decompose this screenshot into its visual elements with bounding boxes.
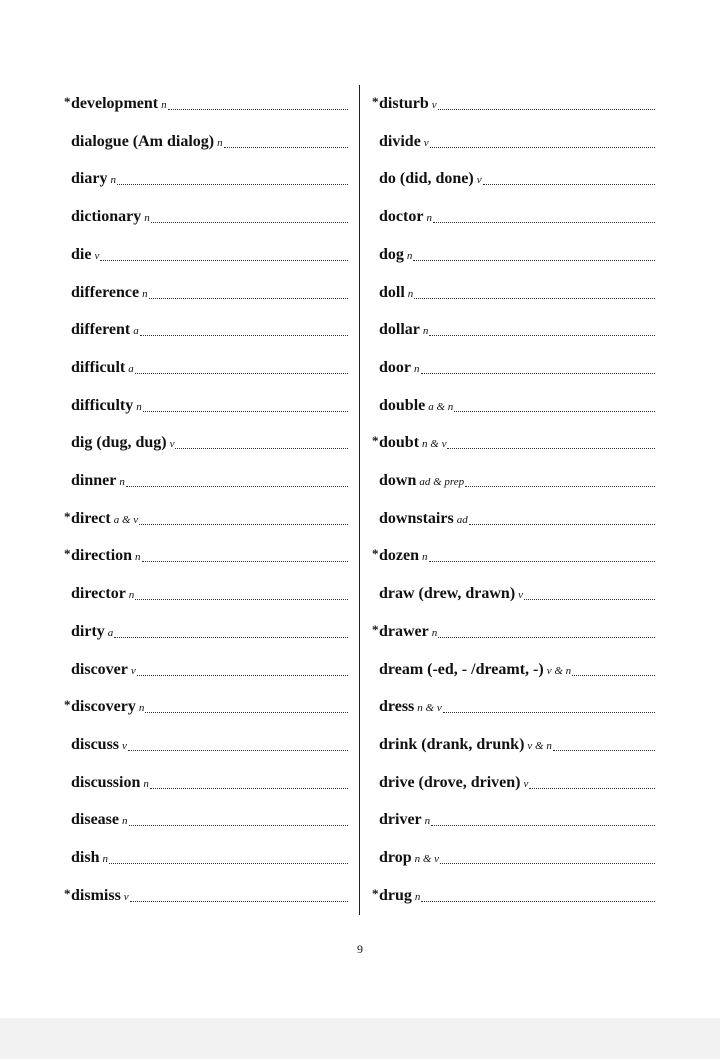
vocabulary-entry <box>64 128 348 150</box>
answer-dotted-line <box>413 259 655 261</box>
headword: drug <box>379 886 412 904</box>
priority-star-marker <box>372 221 379 225</box>
answer-dotted-line <box>126 485 348 487</box>
headword: dinner <box>71 472 117 489</box>
answer-dotted-line <box>429 560 656 562</box>
vocabulary-entry <box>372 316 655 338</box>
priority-star-marker: * <box>64 885 71 901</box>
priority-star-marker <box>64 485 71 489</box>
headword: double <box>379 396 426 414</box>
answer-dotted-line <box>529 787 655 789</box>
vocabulary-entry <box>64 580 348 602</box>
vocabulary-entry <box>372 731 655 753</box>
priority-star-marker <box>64 598 71 602</box>
priority-star-marker <box>372 787 379 791</box>
priority-star-marker: * <box>372 94 379 109</box>
headword: dozen <box>379 547 419 565</box>
answer-dotted-line <box>145 711 348 713</box>
part-of-speech: v <box>123 890 129 903</box>
answer-dotted-line <box>143 410 348 412</box>
part-of-speech: ad & prep <box>419 476 465 488</box>
part-of-speech: v <box>130 664 136 677</box>
priority-star-marker <box>372 146 379 150</box>
answer-dotted-line <box>469 523 655 525</box>
answer-dotted-line <box>129 824 349 826</box>
part-of-speech: v <box>476 174 482 187</box>
part-of-speech: a <box>128 362 134 375</box>
priority-star-marker <box>64 824 71 828</box>
vocabulary-entry <box>372 429 655 451</box>
vocabulary-entry <box>64 806 348 828</box>
answer-dotted-line <box>117 183 348 185</box>
part-of-speech: n <box>422 551 428 564</box>
part-of-speech: n <box>161 99 167 111</box>
headword: dress <box>379 698 415 716</box>
headword: diary <box>71 170 108 188</box>
part-of-speech: v & n <box>546 664 572 677</box>
headword: dish <box>71 849 100 866</box>
priority-star-marker <box>372 749 379 753</box>
headword: difficult <box>71 358 126 376</box>
vocabulary-entry <box>372 128 655 150</box>
part-of-speech: n <box>426 212 432 225</box>
part-of-speech: v <box>423 136 429 149</box>
answer-dotted-line <box>431 824 655 826</box>
priority-star-marker: * <box>64 546 71 562</box>
answer-dotted-line <box>135 598 348 600</box>
headword: discovery <box>71 698 136 716</box>
priority-star-marker <box>372 862 379 866</box>
part-of-speech: v <box>94 249 100 262</box>
headword: dream (-ed, - /dreamt, -) <box>379 660 544 678</box>
vocabulary-entry <box>372 392 655 414</box>
headword: drive (drove, driven) <box>379 773 521 791</box>
answer-dotted-line <box>150 787 348 789</box>
vocabulary-entry <box>64 618 348 640</box>
part-of-speech: n <box>424 815 431 828</box>
vocabulary-entry <box>372 882 655 904</box>
headword: driver <box>379 811 422 829</box>
headword: drawer <box>379 622 429 640</box>
priority-star-marker <box>64 334 71 338</box>
vocabulary-entry <box>372 656 655 678</box>
headword: dialogue (Am dialog) <box>71 132 215 150</box>
part-of-speech: n <box>128 589 135 602</box>
priority-star-marker <box>64 787 71 791</box>
priority-star-marker: * <box>372 433 379 449</box>
answer-dotted-line <box>454 410 655 412</box>
priority-star-marker <box>372 297 379 301</box>
vocabulary-entry <box>372 165 655 187</box>
vocabulary-entry <box>64 392 348 414</box>
priority-star-marker <box>64 183 71 187</box>
answer-dotted-line <box>128 749 348 751</box>
priority-star-marker <box>64 372 71 376</box>
headword: do (did, done) <box>379 170 474 188</box>
headword: direct <box>71 509 111 527</box>
priority-star-marker <box>64 410 71 414</box>
answer-dotted-line <box>142 560 348 562</box>
part-of-speech: v <box>523 777 529 790</box>
headword: doll <box>379 283 405 301</box>
answer-dotted-line <box>429 334 655 336</box>
priority-star-marker <box>64 221 71 225</box>
vocabulary-entry <box>64 165 348 187</box>
part-of-speech: n <box>431 626 438 639</box>
headword: downstairs <box>379 509 454 527</box>
headword: development <box>71 95 159 112</box>
part-of-speech: n <box>135 551 141 564</box>
priority-star-marker <box>372 711 379 715</box>
part-of-speech: n <box>102 853 108 865</box>
priority-star-marker <box>372 259 379 263</box>
vocabulary-entry <box>372 542 655 564</box>
vocabulary-entry <box>64 241 348 263</box>
headword: drop <box>379 849 412 866</box>
vocabulary-entry <box>64 656 348 678</box>
vocabulary-entry <box>64 693 348 715</box>
part-of-speech: v <box>518 589 524 602</box>
headword: discuss <box>71 735 120 753</box>
part-of-speech: a <box>133 325 139 338</box>
part-of-speech: n <box>407 287 414 300</box>
answer-dotted-line <box>430 146 655 148</box>
priority-star-marker <box>372 523 379 527</box>
part-of-speech: v <box>169 438 175 451</box>
vocabulary-entry <box>64 505 348 527</box>
vocabulary-entry <box>372 806 655 828</box>
vocabulary-entry <box>64 882 348 904</box>
answer-dotted-line <box>137 674 348 676</box>
part-of-speech: n <box>217 136 223 149</box>
priority-star-marker <box>64 749 71 753</box>
priority-star-marker <box>64 862 71 866</box>
vocabulary-entry <box>372 844 655 866</box>
priority-star-marker <box>372 485 379 489</box>
headword: dirty <box>71 622 105 640</box>
part-of-speech: n <box>119 476 125 488</box>
priority-star-marker <box>372 372 379 376</box>
vocabulary-entry <box>372 769 655 791</box>
vocabulary-entry <box>372 90 655 112</box>
vocabulary-entry <box>64 203 348 225</box>
headword: draw (drew, drawn) <box>379 585 516 603</box>
answer-dotted-line <box>421 372 656 374</box>
headword: dismiss <box>71 886 121 904</box>
headword: dog <box>379 245 404 263</box>
vocabulary-entry <box>372 467 655 489</box>
part-of-speech: v <box>431 99 437 111</box>
answer-dotted-line <box>438 636 655 638</box>
part-of-speech: n <box>136 400 142 413</box>
answer-dotted-line <box>483 183 655 185</box>
priority-star-marker <box>64 146 71 150</box>
priority-star-marker <box>64 259 71 263</box>
headword: discussion <box>71 773 141 791</box>
part-of-speech: n & v <box>417 702 442 715</box>
answer-dotted-line <box>443 711 655 713</box>
answer-dotted-line <box>175 447 348 449</box>
vocabulary-entry <box>64 354 348 376</box>
vocabulary-entry <box>372 203 655 225</box>
vocabulary-entry <box>372 279 655 301</box>
priority-star-marker <box>64 297 71 301</box>
headword: dollar <box>379 321 420 339</box>
part-of-speech: a & v <box>113 513 139 526</box>
answer-dotted-line <box>151 221 348 223</box>
part-of-speech: n <box>122 815 128 828</box>
priority-star-marker <box>372 334 379 338</box>
vocabulary-entry <box>64 844 348 866</box>
priority-star-marker <box>372 674 379 678</box>
answer-dotted-line <box>465 485 655 487</box>
vocabulary-entry <box>64 279 348 301</box>
answer-dotted-line <box>139 523 348 525</box>
vocabulary-entry <box>372 505 655 527</box>
priority-star-marker: * <box>372 546 379 562</box>
answer-dotted-line <box>135 372 348 374</box>
headword: die <box>71 245 92 263</box>
answer-dotted-line <box>224 146 348 148</box>
answer-dotted-line <box>572 674 655 676</box>
answer-dotted-line <box>421 900 655 902</box>
part-of-speech: n <box>414 890 421 903</box>
headword: doctor <box>379 208 424 226</box>
vocabulary-entry <box>64 542 348 564</box>
vocabulary-entry <box>64 90 348 112</box>
part-of-speech: n <box>422 325 429 338</box>
answer-dotted-line <box>140 334 348 336</box>
vocabulary-entry <box>372 693 655 715</box>
headword: down <box>379 472 417 489</box>
part-of-speech: n <box>414 362 420 375</box>
answer-dotted-line <box>168 108 348 110</box>
priority-star-marker <box>372 410 379 414</box>
priority-star-marker: * <box>372 621 379 637</box>
priority-star-marker: * <box>64 94 71 109</box>
part-of-speech: n <box>110 174 116 187</box>
vocabulary-entry <box>64 769 348 791</box>
headword: disease <box>71 811 119 829</box>
headword: difference <box>71 283 140 301</box>
answer-dotted-line <box>447 447 655 449</box>
column-divider <box>359 85 360 915</box>
answer-dotted-line <box>130 900 348 902</box>
priority-star-marker: * <box>372 885 379 901</box>
headword: doubt <box>379 434 420 452</box>
part-of-speech: n <box>143 777 149 790</box>
answer-dotted-line <box>149 297 348 299</box>
part-of-speech: a & n <box>428 400 454 413</box>
headword: disturb <box>379 95 429 112</box>
part-of-speech: v <box>122 739 127 752</box>
part-of-speech: n <box>144 212 150 225</box>
headword: dig (dug, dug) <box>71 434 167 452</box>
vocabulary-entry <box>372 618 655 640</box>
priority-star-marker <box>372 183 379 187</box>
answer-dotted-line <box>440 862 655 864</box>
vocabulary-entry <box>372 580 655 602</box>
part-of-speech: n <box>142 287 148 300</box>
part-of-speech: v & n <box>527 739 552 752</box>
answer-dotted-line <box>109 862 348 864</box>
vocabulary-entry <box>372 241 655 263</box>
answer-dotted-line <box>433 221 655 223</box>
part-of-speech: n & v <box>414 853 440 865</box>
priority-star-marker <box>372 824 379 828</box>
headword: door <box>379 358 411 376</box>
part-of-speech: n <box>138 702 145 715</box>
answer-dotted-line <box>100 259 348 261</box>
answer-dotted-line <box>114 636 348 638</box>
vocabulary-entry <box>64 731 348 753</box>
part-of-speech: a <box>107 626 114 639</box>
part-of-speech: n & v <box>422 438 447 451</box>
priority-star-marker: * <box>64 508 71 524</box>
headword: dictionary <box>71 208 142 226</box>
headword: different <box>71 321 131 339</box>
part-of-speech: ad <box>456 513 468 526</box>
headword: direction <box>71 547 133 565</box>
headword: drink (drank, drunk) <box>379 735 525 753</box>
headword: difficulty <box>71 396 134 414</box>
vocabulary-entry <box>372 354 655 376</box>
page-number: 9 <box>357 942 363 956</box>
priority-star-marker <box>64 674 71 678</box>
headword: divide <box>379 132 421 150</box>
part-of-speech: n <box>406 249 413 262</box>
headword: director <box>71 585 126 603</box>
answer-dotted-line <box>553 749 655 751</box>
priority-star-marker <box>372 598 379 602</box>
vocabulary-entry <box>64 467 348 489</box>
priority-star-marker <box>64 636 71 640</box>
vocabulary-entry <box>64 316 348 338</box>
answer-dotted-line <box>438 108 655 110</box>
vocabulary-entry <box>64 429 348 451</box>
priority-star-marker <box>64 447 71 451</box>
answer-dotted-line <box>414 297 655 299</box>
headword: discover <box>71 660 128 678</box>
priority-star-marker: * <box>64 697 71 713</box>
answer-dotted-line <box>524 598 655 600</box>
